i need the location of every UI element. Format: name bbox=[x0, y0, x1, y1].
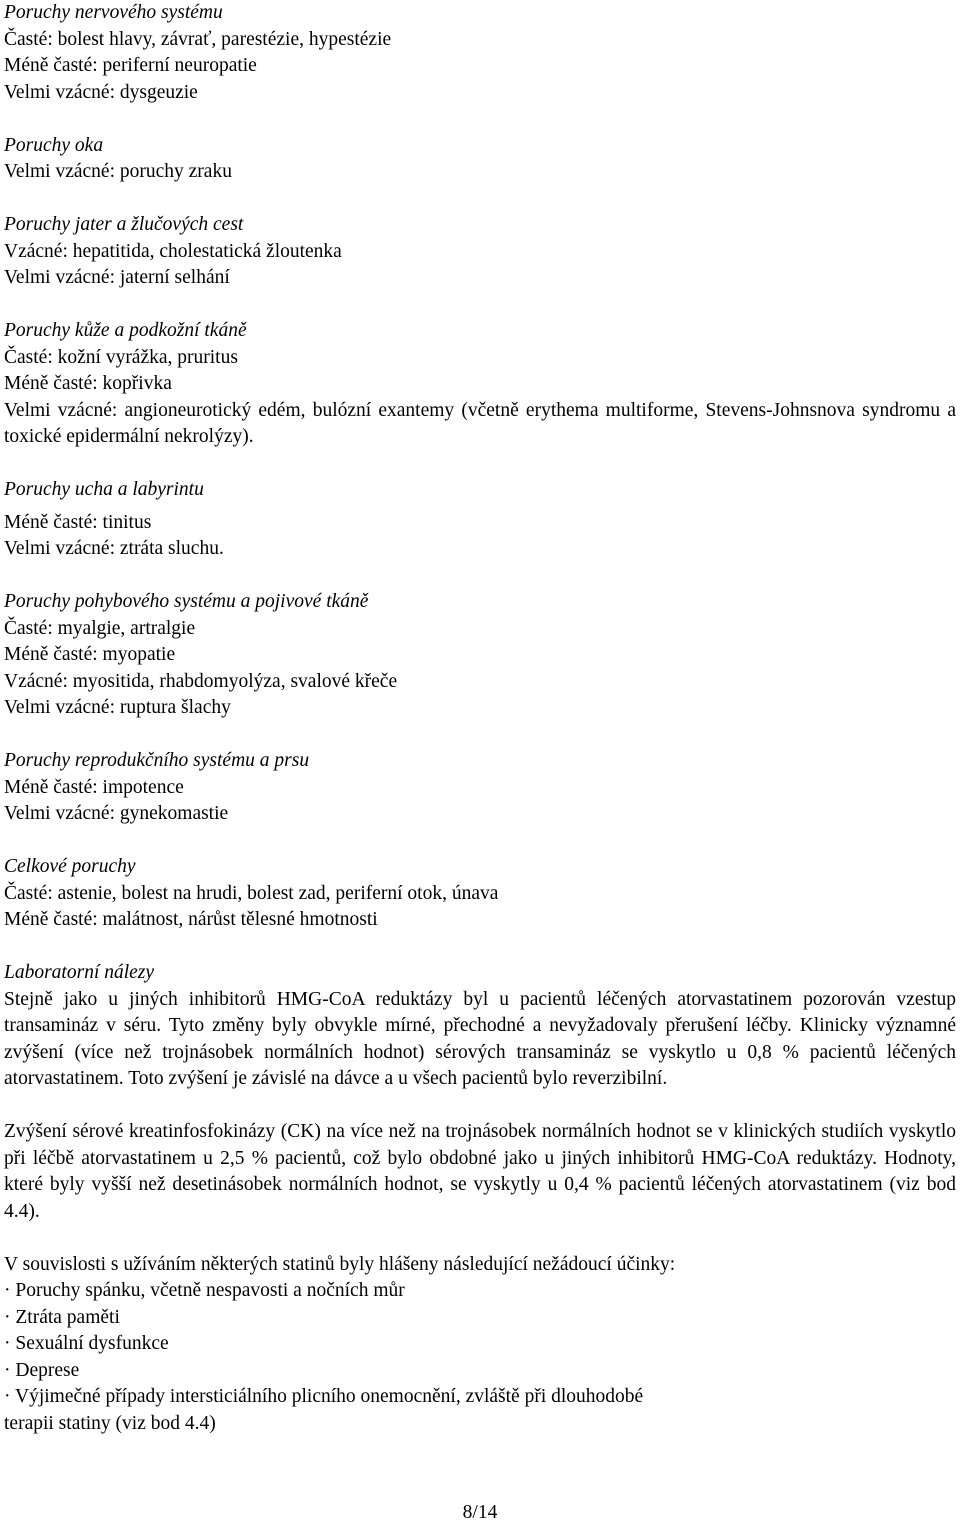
section-statins bbox=[4, 1252, 956, 1438]
section-liver bbox=[4, 212, 956, 292]
section-eye bbox=[4, 133, 956, 186]
bullet-item: · Poruchy spánku, včetně nespavosti a nočních můr bbox=[4, 1280, 405, 1301]
section-ear bbox=[4, 477, 956, 563]
text-line: Časté: astenie, bolest na hrudi, bolest zad, periferní otok, únava bbox=[4, 882, 499, 904]
section-heading: Poruchy oka bbox=[4, 134, 104, 156]
text-line: Velmi vzácné: ruptura šlachy bbox=[4, 697, 231, 718]
text-line: Časté: myalgie, artralgie bbox=[4, 617, 196, 639]
section-heading: Poruchy kůže a podkožní tkáně bbox=[4, 320, 247, 341]
text-line: Méně časté: tinitus bbox=[4, 511, 152, 533]
bullet-item: · Sexuální dysfunkce bbox=[4, 1333, 169, 1354]
section-heading: Poruchy jater a žlučových cest bbox=[4, 214, 244, 235]
text-line: Velmi vzácné: dysgeuzie bbox=[4, 81, 198, 103]
text-line: Velmi vzácné: ztráta sluchu. bbox=[4, 538, 224, 559]
text-line: Časté: bolest hlavy, závrať, parestézie, hypestézie bbox=[4, 28, 392, 50]
text-line: Méně časté: kopřivka bbox=[4, 373, 172, 394]
text-paragraph: Velmi vzácné: angioneurotický edém, bulózní exantemy (včetně erythema multiforme, Stevens-Johnsnova syndromu a toxické epidermální nekrolýzy). bbox=[4, 399, 956, 447]
text-line: Velmi vzácné: poruchy zraku bbox=[4, 161, 232, 182]
text-line: Méně časté: impotence bbox=[4, 776, 184, 798]
section-general bbox=[4, 854, 956, 934]
text-line: terapii statiny (viz bod 4.4) bbox=[4, 1412, 216, 1434]
section-heading: Poruchy pohybového systému a pojivové tkáně bbox=[4, 591, 369, 612]
text-line: Vzácné: myositida, rhabdomyolýza, svalové křeče bbox=[4, 670, 398, 692]
bullet-item: · Deprese bbox=[4, 1359, 80, 1381]
section-reproductive bbox=[4, 748, 956, 828]
text-paragraph: Stejně jako u jiných inhibitorů HMG-CoA reduktázy byl u pacientů léčených atorvastatinem pozorován vzestup transamináz v séru. Tyto změny byly obvykle mírné, přechodné a nevyžadovaly přerušení léčby. Klinicky významné zvýšení (více než trojnásobek normálních hodnot) sérových transamináz se vyskytlo u 0,8 % pacientů léčených atorvastatinem. Toto zvýšení je závislé na dávce a u všech pacientů bylo reverzibilní. bbox=[4, 988, 956, 1089]
section-heading: Poruchy reprodukčního systému a prsu bbox=[4, 750, 310, 771]
text-line: Vzácné: hepatitida, cholestatická žloutenka bbox=[4, 240, 342, 262]
text-line: Velmi vzácné: jaterní selhání bbox=[4, 267, 230, 288]
text-line: Velmi vzácné: gynekomastie bbox=[4, 803, 229, 824]
text-line: Méně časté: malátnost, nárůst tělesné hmotnosti bbox=[4, 909, 378, 930]
section-heading: Poruchy nervového systému bbox=[4, 2, 223, 23]
section-lab-findings bbox=[4, 960, 956, 1225]
section-musculoskeletal bbox=[4, 589, 956, 722]
section-nervous-system bbox=[4, 0, 956, 106]
bullet-item: · Výjimečné případy intersticiálního plicního onemocnění, zvláště při dlouhodobé bbox=[4, 1386, 644, 1407]
text-line: Časté: kožní vyrážka, pruritus bbox=[4, 346, 238, 368]
text-line: Méně časté: myopatie bbox=[4, 644, 176, 665]
text-line: V souvislosti s užíváním některých statinů byly hlášeny následující nežádoucí účinky: bbox=[4, 1253, 676, 1275]
bullet-item: · Ztráta paměti bbox=[4, 1306, 120, 1328]
text-paragraph: Zvýšení sérové kreatinfosfokinázy (CK) na více než na trojnásobek normálních hodnot se v klinických studiích vyskytlo při léčbě atorvastatinem u 2,5 % pacientů, což bylo obdobné jako u jiných inhibitorů HMG-CoA reduktázy. Hodnoty, které byly vyšší než desetinásobek normálních hodnot, se vyskytly u 0,4 % pacientů léčených atorvastatinem (viz bod 4.4). bbox=[4, 1121, 956, 1222]
section-heading: Poruchy ucha a labyrintu bbox=[4, 479, 204, 500]
page-number: 8/14 bbox=[462, 1502, 498, 1523]
section-skin bbox=[4, 318, 956, 451]
document-page bbox=[4, 0, 956, 1437]
section-heading: Laboratorní nálezy bbox=[4, 962, 155, 983]
section-heading: Celkové poruchy bbox=[4, 856, 136, 877]
text-line: Méně časté: periferní neuropatie bbox=[4, 55, 257, 76]
